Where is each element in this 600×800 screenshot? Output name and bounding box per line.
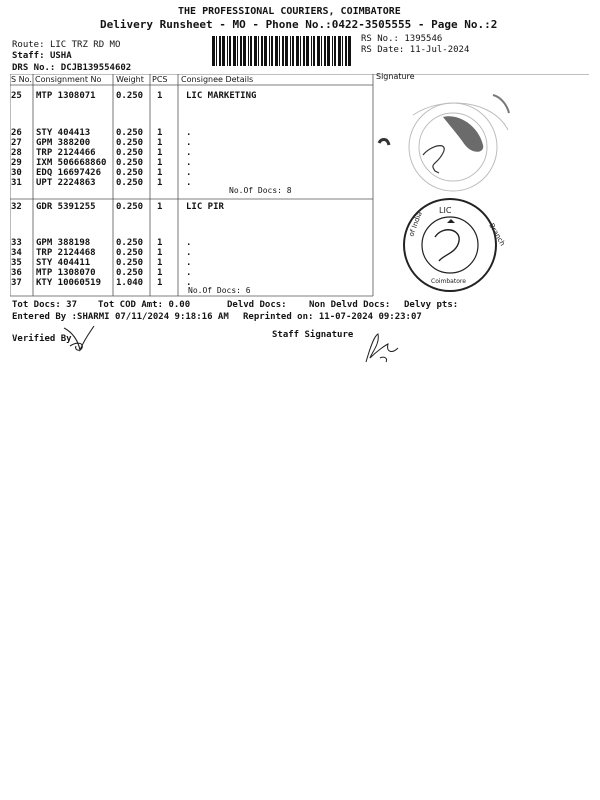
cell-consignment: KTY 10060519 [36, 278, 102, 288]
cell-pcs: 1 [157, 278, 163, 288]
col-consignee: Consignee Details [181, 75, 254, 84]
cell-consignment: GPM 388200 [36, 138, 91, 148]
staff-line [12, 51, 72, 61]
barcode-bar [334, 36, 336, 66]
stamp-text-3: Branch [487, 222, 507, 248]
faded-stamp-1 [409, 103, 508, 191]
barcode-bar [227, 36, 228, 66]
cell-pcs: 1 [157, 138, 163, 148]
barcode-bar [345, 36, 347, 66]
cell-weight: 1.040 [116, 278, 144, 288]
verified-signature [62, 324, 96, 354]
barcode-bar [282, 36, 284, 66]
barcode-bar [327, 36, 330, 66]
staff-value: USHA [49, 51, 72, 61]
cell-pcs: 1 [157, 248, 163, 258]
cell-detail: . [186, 258, 192, 268]
barcode-bar [222, 36, 225, 66]
barcode-bar [243, 36, 246, 66]
table-row [10, 268, 373, 278]
cell-consignment: STY 404413 [36, 128, 91, 138]
table-row [10, 248, 373, 258]
barcode-bar [300, 36, 301, 66]
col-signature: Signature [376, 72, 415, 81]
signature-marks [373, 85, 588, 295]
rs-no-value: 1395546 [404, 34, 443, 44]
cell-weight: 0.250 [116, 138, 144, 148]
barcode-bar [306, 36, 309, 66]
table-row [10, 91, 373, 101]
signature-scribble-1 [423, 146, 444, 173]
stamp-text-2: of India [407, 210, 424, 238]
cell-weight: 0.250 [116, 128, 144, 138]
route-label: Route: [12, 40, 45, 50]
table-row [10, 178, 373, 188]
stamp-text-4: Coimbatore [431, 278, 466, 285]
barcode-bar [269, 36, 270, 66]
barcode-bar [279, 36, 280, 66]
barcode-bar [313, 36, 315, 66]
cell-weight: 0.250 [116, 258, 144, 268]
cell-pcs: 1 [157, 91, 163, 101]
drs-line [12, 63, 131, 73]
barcode-bar [321, 36, 322, 66]
cell-sno: 33 [11, 238, 22, 248]
barcode-bar [219, 36, 221, 66]
ink-dot [379, 140, 389, 146]
barcode [212, 36, 354, 66]
delvd-docs: Delvd Docs: [227, 300, 287, 310]
cell-detail: . [186, 268, 192, 278]
cell-weight: 0.250 [116, 238, 144, 248]
drs-label: DRS No.: [12, 63, 56, 73]
cell-sno: 35 [11, 258, 22, 268]
cell-weight: 0.250 [116, 202, 144, 212]
barcode-bar [348, 36, 351, 66]
cell-consignment: TRP 2124468 [36, 248, 96, 258]
rs-no-line [361, 34, 442, 44]
barcode-bar [258, 36, 259, 66]
barcode-bar [250, 36, 252, 66]
cell-weight: 0.250 [116, 268, 144, 278]
cell-sno: 25 [11, 91, 22, 101]
table-row [10, 202, 373, 212]
barcode-bar [342, 36, 343, 66]
barcode-bar [229, 36, 231, 66]
cell-detail: . [186, 168, 192, 178]
barcode-bar [233, 36, 236, 66]
cell-pcs: 1 [157, 128, 163, 138]
rs-date-line [361, 45, 469, 55]
table-row [10, 158, 373, 168]
table-row [10, 128, 373, 138]
cell-sno: 27 [11, 138, 22, 148]
barcode-bar [292, 36, 294, 66]
rs-date-label: RS Date: [361, 45, 405, 55]
cell-detail: . [186, 148, 192, 158]
table-row [10, 258, 373, 268]
cell-weight: 0.250 [116, 178, 144, 188]
barcode-bar [332, 36, 333, 66]
cell-consignment: MTP 1308071 [36, 91, 96, 101]
cell-pcs: 1 [157, 158, 163, 168]
company-name: THE PROFESSIONAL COURIERS, COIMBATORE [178, 6, 401, 17]
barcode-bar [324, 36, 326, 66]
non-delvd-docs: Non Delvd Docs: [309, 300, 391, 310]
cell-sno: 34 [11, 248, 22, 258]
cell-detail: . [186, 238, 192, 248]
cell-weight: 0.250 [116, 148, 144, 158]
cell-sno: 28 [11, 148, 22, 158]
barcode-bar [264, 36, 267, 66]
route-value: LIC TRZ RD MO [49, 40, 121, 50]
cell-consignee: LIC PIR [186, 202, 224, 212]
cell-pcs: 1 [157, 238, 163, 248]
cell-weight: 0.250 [116, 158, 144, 168]
stamp-text-1: LIC [439, 206, 452, 215]
col-pcs: PCS [152, 75, 168, 84]
col-consignment: Consignment No [35, 75, 102, 84]
docs-count: No.Of Docs: 8 [229, 186, 292, 195]
cell-consignment: IXM 506668860 [36, 158, 107, 168]
barcode-bar [290, 36, 291, 66]
delvy-pts: Delvy pts: [404, 300, 459, 310]
cell-consignment: STY 404411 [36, 258, 91, 268]
cell-sno: 31 [11, 178, 22, 188]
cell-detail: . [186, 158, 192, 168]
barcode-bar [254, 36, 257, 66]
barcode-bar [296, 36, 299, 66]
table-row [10, 168, 373, 178]
staff-label: Staff: [12, 51, 45, 61]
ink-stroke [493, 95, 509, 113]
staff-signature-label: Staff Signature [272, 330, 354, 340]
barcode-bar [216, 36, 217, 66]
cell-detail: . [186, 248, 192, 258]
cell-detail: . [186, 178, 192, 188]
cell-consignment: MTP 1308070 [36, 268, 96, 278]
cell-detail: . [186, 128, 192, 138]
cell-sno: 26 [11, 128, 22, 138]
barcode-bar [303, 36, 305, 66]
cell-sno: 30 [11, 168, 22, 178]
cell-consignment: UPT 2224863 [36, 178, 96, 188]
tot-cod: Tot COD Amt: 0.00 [98, 300, 191, 310]
cell-consignment: GDR 5391255 [36, 202, 96, 212]
reprinted-on: Reprinted on: 11-07-2024 09:23:07 [243, 312, 422, 322]
cell-pcs: 1 [157, 202, 163, 212]
page-title: Delivery Runsheet - MO - Phone No.:0422-3505555 - Page No.:2 [100, 18, 498, 31]
barcode-bar [311, 36, 312, 66]
barcode-bar [237, 36, 238, 66]
barcode-bar [285, 36, 288, 66]
barcode-bar [212, 36, 215, 66]
rs-no-label: RS No.: [361, 34, 399, 44]
cell-weight: 0.250 [116, 91, 144, 101]
drs-value: DCJB139554602 [60, 63, 132, 73]
ink-smudge [443, 116, 483, 152]
barcode-bar [317, 36, 320, 66]
cell-consignment: GPM 388198 [36, 238, 91, 248]
cell-sno: 29 [11, 158, 22, 168]
cell-sno: 32 [11, 202, 22, 212]
cell-sno: 36 [11, 268, 22, 278]
barcode-bar [271, 36, 273, 66]
tot-docs: Tot Docs: 37 [12, 300, 78, 310]
table-row [10, 148, 373, 158]
rs-date-value: 11-Jul-2024 [409, 45, 470, 55]
col-sno: S No. [11, 75, 32, 84]
cell-weight: 0.250 [116, 168, 144, 178]
cell-pcs: 1 [157, 178, 163, 188]
barcode-bar [338, 36, 341, 66]
table-row [10, 138, 373, 148]
cell-pcs: 1 [157, 258, 163, 268]
cell-pcs: 1 [157, 168, 163, 178]
barcode-bar [248, 36, 249, 66]
cell-pcs: 1 [157, 148, 163, 158]
docs-count: No.Of Docs: 6 [188, 286, 251, 295]
table-row [10, 238, 373, 248]
cell-sno: 37 [11, 278, 22, 288]
barcode-bar [275, 36, 278, 66]
cell-consignment: TRP 2124466 [36, 148, 96, 158]
staff-signature [362, 328, 402, 366]
cell-detail: . [186, 138, 192, 148]
cell-consignment: EDQ 16697426 [36, 168, 102, 178]
barcode-bar [240, 36, 242, 66]
cell-detail: . [186, 278, 192, 288]
barcode-bar [261, 36, 263, 66]
cell-consignee: LIC MARKETING [186, 91, 257, 101]
col-weight: Weight [116, 75, 144, 84]
verified-by-label: Verified By [12, 334, 72, 344]
entered-by: Entered By :SHARMI 07/11/2024 9:18:16 AM [12, 312, 229, 322]
cell-pcs: 1 [157, 268, 163, 278]
cell-weight: 0.250 [116, 248, 144, 258]
route-line [12, 40, 120, 50]
